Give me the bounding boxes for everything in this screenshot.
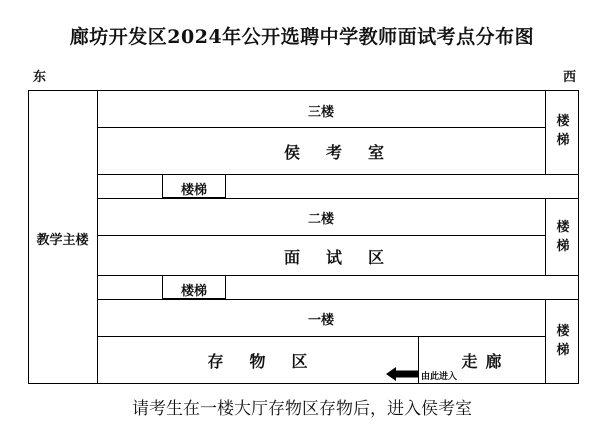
main-building-label: 教学主楼 [36, 233, 89, 248]
stairs-connector-upper-label: 楼梯 [180, 183, 207, 198]
second-floor-name: 二楼 [307, 212, 334, 227]
main-building-divider [97, 90, 98, 384]
third-floor-name: 三楼 [307, 105, 334, 120]
first-floor-stairs-label [547, 322, 579, 360]
corridor-label: 走廊 [461, 352, 510, 371]
storage-area-label: 存物区 [207, 352, 334, 371]
page-title: 廊坊开发区2024年公开选聘中学教师面试考点分布图 [69, 26, 535, 48]
second-floor-top-line [97, 198, 579, 199]
waiting-room-label: 侯考室 [283, 143, 410, 162]
interview-area-label: 面试区 [283, 248, 410, 267]
footer-note: 请考生在一楼大厅存物区存物后，进入侯考室 [132, 399, 472, 419]
stairs-text: 楼梯 [556, 220, 570, 254]
third-floor-stairs-label [547, 112, 579, 150]
second-floor-stairs-label [547, 218, 579, 256]
entrance-arrow-icon [386, 366, 418, 382]
first-floor-name: 一楼 [307, 313, 334, 328]
east-label: 东 [33, 70, 47, 85]
stairs-text: 楼梯 [556, 114, 570, 148]
entrance-label: 由此进入 [421, 372, 458, 382]
first-floor-header-divider [97, 336, 545, 337]
first-floor-stairs-divider [545, 299, 546, 384]
first-floor-top-line [97, 299, 579, 300]
stairs-text: 楼梯 [556, 324, 570, 358]
third-floor-header-divider [97, 127, 545, 128]
stairs-connector-lower-label: 楼梯 [180, 284, 207, 299]
west-label: 西 [563, 70, 577, 85]
floor-plan-frame [28, 90, 579, 384]
second-floor-header-divider [97, 235, 545, 236]
